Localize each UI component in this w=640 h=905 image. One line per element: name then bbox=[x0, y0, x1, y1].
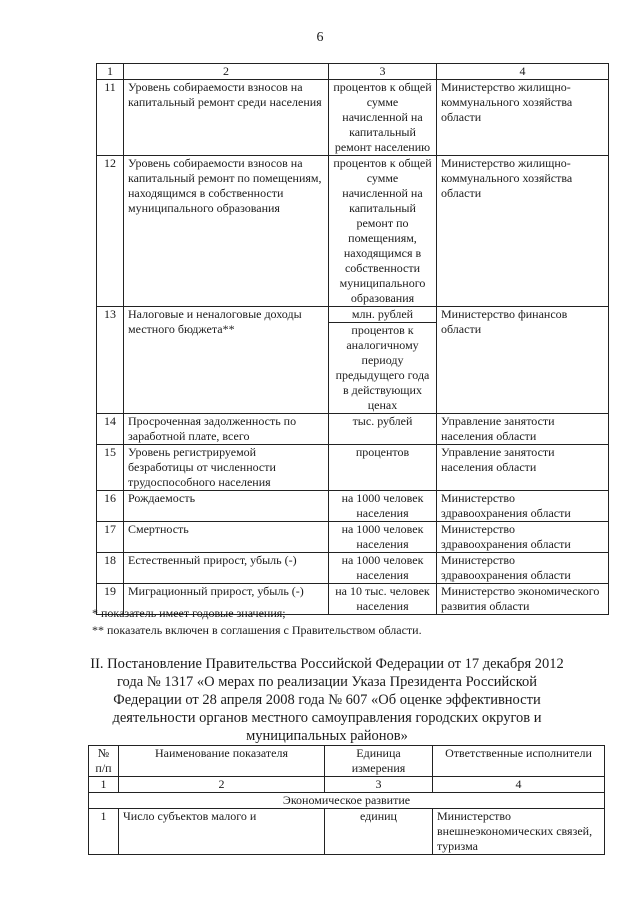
column-number: 4 bbox=[433, 777, 605, 793]
indicator-name: Рождаемость bbox=[124, 491, 329, 522]
row-number: 17 bbox=[97, 522, 124, 553]
responsible-cell: Министерство внешнеэкономических связей, туризма bbox=[433, 809, 605, 855]
table-row bbox=[89, 809, 605, 855]
responsible-cell: Министерство здравоохранения области bbox=[437, 553, 609, 584]
indicator-name: Естественный прирост, убыль (-) bbox=[124, 553, 329, 584]
responsible-cell: Министерство жилищно-коммунального хозяйства области bbox=[437, 156, 609, 307]
unit-cell: процентов к общей сумме начисленной на капитальный ремонт населению bbox=[329, 80, 437, 156]
unit-cell: процентов к аналогичному периоду предыдущего года в действующих ценах bbox=[329, 323, 437, 414]
column-number: 2 bbox=[119, 777, 325, 793]
indicators-table bbox=[96, 63, 609, 615]
footnotes bbox=[92, 605, 612, 639]
indicator-name: Уровень регистрируемой безработицы от численности трудоспособного населения bbox=[124, 445, 329, 491]
table-row bbox=[97, 156, 609, 307]
responsible-cell: Управление занятости населения области bbox=[437, 445, 609, 491]
column-number: 3 bbox=[325, 777, 433, 793]
page-number: 6 bbox=[316, 30, 324, 45]
row-number: 11 bbox=[97, 80, 124, 156]
header-cell: 4 bbox=[437, 64, 609, 80]
header-cell: № п/п bbox=[89, 746, 119, 777]
indicator-name: Смертность bbox=[124, 522, 329, 553]
responsible-cell: Управление занятости населения области bbox=[437, 414, 609, 445]
section-row bbox=[89, 793, 605, 809]
row-number: 19 bbox=[97, 584, 124, 615]
indicator-name: Миграционный прирост, убыль (-) bbox=[124, 584, 329, 615]
unit-cell: процентов bbox=[329, 445, 437, 491]
section-title: II. Постановление Правительства Российской Федерации от 17 декабря 2012 года № 1317 «О мерах по реализации Указа Президента Российской Федерации от 28 апреля 2008 года № 607 «Об оценке эффективности деятельности органов местного самоуправления городских округов и муниципальных районов» bbox=[90, 656, 564, 744]
table-row bbox=[97, 307, 609, 323]
table-row bbox=[97, 414, 609, 445]
unit-cell: на 10 тыс. человек населения bbox=[329, 584, 437, 615]
responsible-cell: Министерство финансов области bbox=[437, 307, 609, 414]
table-row bbox=[97, 553, 609, 584]
unit-cell: на 1000 человек населения bbox=[329, 553, 437, 584]
unit-cell: млн. рублей bbox=[329, 307, 437, 323]
indicator-name: Число субъектов малого и bbox=[119, 809, 325, 855]
unit-cell: единиц bbox=[325, 809, 433, 855]
table-header-row bbox=[97, 64, 609, 80]
responsible-cell: Министерство экономического развития области bbox=[437, 584, 609, 615]
table-row bbox=[97, 491, 609, 522]
indicator-name: Уровень собираемости взносов на капитальный ремонт по помещениям, находящимся в собственности муниципального образования bbox=[124, 156, 329, 307]
column-number-row bbox=[89, 777, 605, 793]
indicator-name: Уровень собираемости взносов на капитальный ремонт среди населения bbox=[124, 80, 329, 156]
column-number: 1 bbox=[89, 777, 119, 793]
footnote: * показатель имеет годовые значения; bbox=[92, 606, 286, 620]
footnote: ** показатель включен в соглашения с Правительством области. bbox=[92, 623, 422, 637]
unit-cell: на 1000 человек населения bbox=[329, 522, 437, 553]
row-number: 13 bbox=[97, 307, 124, 414]
header-cell: 2 bbox=[124, 64, 329, 80]
section-header: Экономическое развитие bbox=[89, 793, 605, 809]
row-number: 16 bbox=[97, 491, 124, 522]
unit-cell: процентов к общей сумме начисленной на капитальный ремонт по помещениям, находящимся в собственности муниципального образования bbox=[329, 156, 437, 307]
unit-cell: на 1000 человек населения bbox=[329, 491, 437, 522]
row-number: 1 bbox=[89, 809, 119, 855]
header-cell: 1 bbox=[97, 64, 124, 80]
header-cell: Наименование показателя bbox=[119, 746, 325, 777]
responsible-cell: Министерство жилищно-коммунального хозяйства области bbox=[437, 80, 609, 156]
table-header-row bbox=[89, 746, 605, 777]
table-row bbox=[97, 80, 609, 156]
indicator-name: Налоговые и неналоговые доходы местного бюджета** bbox=[124, 307, 329, 414]
indicator-name: Просроченная задолженность по заработной плате, всего bbox=[124, 414, 329, 445]
row-number: 14 bbox=[97, 414, 124, 445]
table-row bbox=[97, 522, 609, 553]
header-cell: 3 bbox=[329, 64, 437, 80]
federal-indicators-table bbox=[88, 745, 605, 855]
responsible-cell: Министерство здравоохранения области bbox=[437, 522, 609, 553]
row-number: 18 bbox=[97, 553, 124, 584]
header-cell: Единица измерения bbox=[325, 746, 433, 777]
row-number: 12 bbox=[97, 156, 124, 307]
responsible-cell: Министерство здравоохранения области bbox=[437, 491, 609, 522]
row-number: 15 bbox=[97, 445, 124, 491]
header-cell: Ответственные исполнители bbox=[433, 746, 605, 777]
table-row bbox=[97, 445, 609, 491]
unit-cell: тыс. рублей bbox=[329, 414, 437, 445]
